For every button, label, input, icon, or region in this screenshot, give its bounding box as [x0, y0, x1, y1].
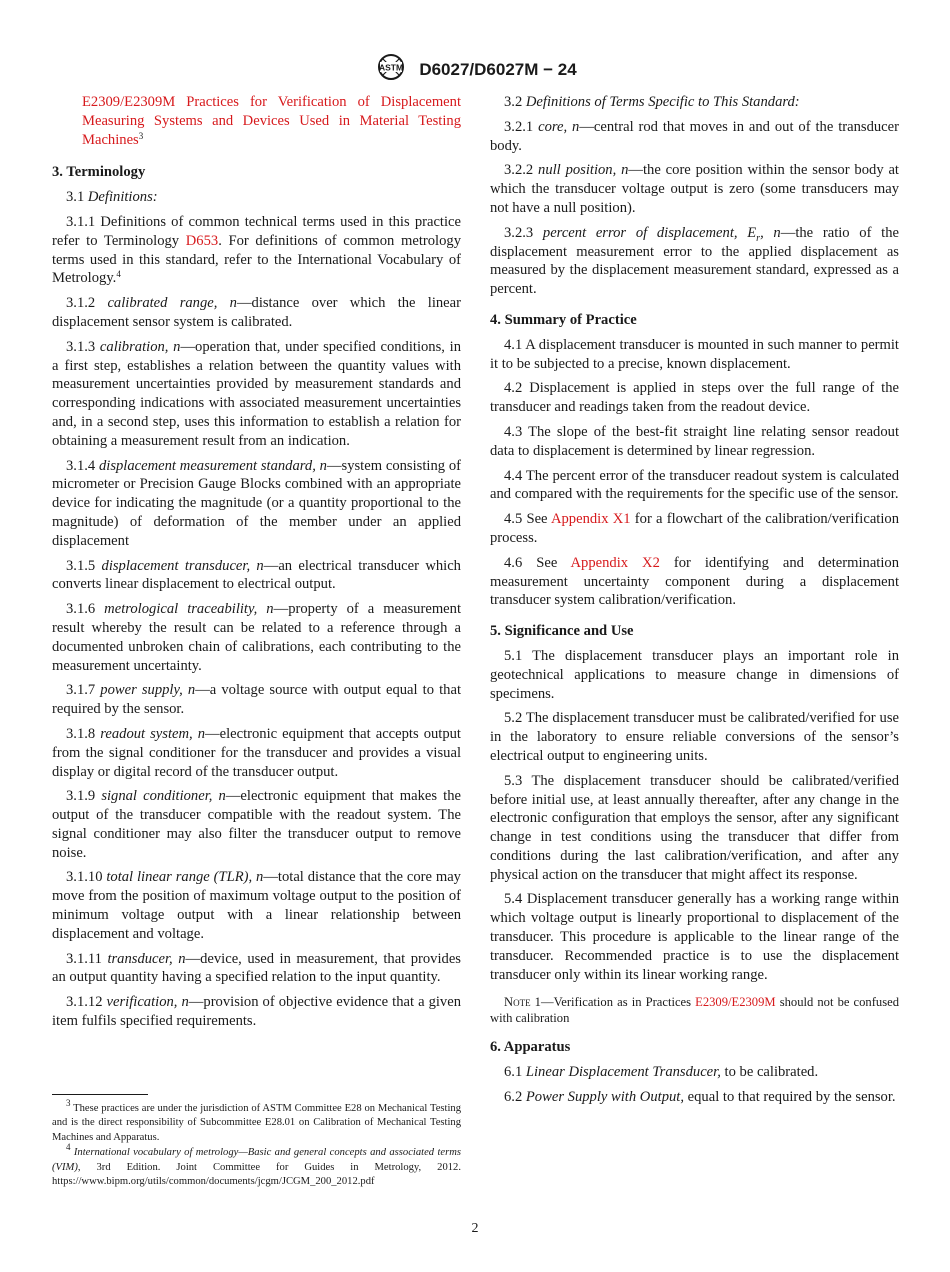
- para-4-6: 4.6 See Appendix X2 for identifying and determination measurement uncertainty component during a displacement transducer system calibration/verification.: [490, 554, 899, 609]
- astm-logo-icon: [373, 52, 409, 87]
- para-5-3: 5.3 The displacement transducer should be calibrated/verified before initial use, at least annually thereafter, after any change in the electronic configuration that employs the sensor, after any significant change in test conditions using the transducer that differ from conditions during the last calibration/verification, and after any physical action on the transducer that might affect its response.: [490, 772, 899, 883]
- para-4-5: 4.5 See Appendix X1 for a flowchart of the calibration/verification process.: [490, 511, 899, 546]
- para-3-1-4: 3.1.4 displacement measurement standard, n—system consisting of micrometer or Precision Gauge Blocks combined with an appropriate device for indicating the magnitude (or a quantity proportional to the magnitude) of deformation of the member under an applied displacement: [52, 457, 461, 549]
- section-5-heading: 5. Significance and Use: [490, 623, 634, 640]
- d653-link[interactable]: D653: [185, 232, 219, 249]
- footnote-divider: [52, 1094, 148, 1095]
- para-5-2: 5.2 The displacement transducer must be calibrated/verified for use in the laboratory to ensure reliable conversions of the sensor’s electrical output to engineering units.: [490, 710, 899, 764]
- section-3-heading: 3. Terminology: [52, 164, 146, 181]
- para-3-1-3: 3.1.3 calibration, n—operation that, under specified conditions, in a first step, establishes a relation between the quantity values with measurement uncertainties provided by measurement standards and corresponding indications with associated measurement uncertainties and, in a second step, uses this information to establish a relation for obtaining a measurement result from an indication.: [52, 338, 461, 449]
- section-6-heading: 6. Apparatus: [490, 1039, 571, 1056]
- para-6-2: 6.2 Power Supply with Output, equal to that required by the sensor.: [504, 1089, 896, 1106]
- page-header: [0, 52, 950, 87]
- para-3-2-3: 3.2.3 percent error of displacement, $E_r$, n—the ratio of the displacement measurement error to the applied displacement as measured by the displacement measurement standard, expressed as a percent.: [490, 224, 899, 298]
- note-1: Note 1—Verification as in Practices E2309/E2309M should not be confused with calibration: [490, 995, 900, 1026]
- footnote-4: $^4$ International vocabulary of metrology—Basic and general concepts and associated terms (VIM), 3rd Edition. Joint Committee for Guides in Metrology, 2012. https://www.bipm.org/utils/common/documents/jcgm/JCGM_200_2012.pdf: [52, 1142, 461, 1188]
- e2309-note-link[interactable]: E2309/E2309M: [695, 995, 776, 1010]
- para-3-2-2: 3.2.2 null position, n—the core position within the sensor body at which the transducer voltage output is zero (some transducers may not have a null position).: [490, 162, 899, 216]
- appendix-x1-link[interactable]: Appendix X1: [550, 511, 631, 528]
- section-4-heading: 4. Summary of Practice: [490, 311, 637, 328]
- para-3-1-1: 3.1.1 Definitions of common technical terms used in this practice refer to Terminology D653. For definitions of common metrology terms used in this standard, refer to the International Vocabulary of Metrology.$^4$: [52, 213, 461, 287]
- para-4-1: 4.1 A displacement transducer is mounted in such manner to permit it to be subjected to a precise, known displacement.: [490, 336, 899, 372]
- page-number: 2: [471, 1221, 479, 1236]
- para-4-2: 4.2 Displacement is applied in steps over the full range of the transducer and readings taken from the readout device.: [490, 380, 899, 416]
- para-3-1: 3.1 Definitions:: [66, 189, 158, 206]
- left-column: [52, 93, 461, 1037]
- para-6-1: 6.1 Linear Displacement Transducer, to be calibrated.: [504, 1064, 819, 1081]
- para-5-4: 5.4 Displacement transducer generally has a working range within which voltage output is linearly proportional to displacement of the transducer. This procedure is applicable to the linear range of the transducer. Recommended practice is to use the displacement transducer only within its linear working range.: [490, 891, 899, 983]
- para-3-1-12: 3.1.12 verification, n—provision of objective evidence that a given item fulfils specified requirements.: [52, 994, 462, 1030]
- reference-e2309: E2309/E2309M Practices for Verification of Displacement Measuring Systems and Devices Used in Material Testing Machines$^3$: [82, 94, 461, 148]
- para-3-1-5: 3.1.5 displacement transducer, n—an electrical transducer which converts linear displacement to electrical output.: [52, 557, 461, 593]
- para-3-1-7: 3.1.7 power supply, n—a voltage source with output equal to that required by the sensor.: [52, 682, 461, 718]
- para-3-2: 3.2 Definitions of Terms Specific to This Standard:: [504, 94, 800, 110]
- para-3-1-2: 3.1.2 calibrated range, n—distance over which the linear displacement sensor system is calibrated.: [52, 295, 461, 330]
- para-5-1: 5.1 The displacement transducer plays an important role in geotechnical applications to measure change in dimensions of specimens.: [490, 647, 899, 702]
- para-3-1-8: 3.1.8 readout system, n—electronic equipment that accepts output from the signal conditioner for the transducer and provides a visual display or digital record of the transducer output.: [52, 725, 461, 780]
- para-3-2-1: 3.2.1 core, n—central rod that moves in and out of the transducer body.: [490, 118, 899, 154]
- e2309-link[interactable]: E2309/E2309M: [82, 94, 176, 110]
- standard-designation: D6027/D6027M − 24: [419, 59, 577, 79]
- para-3-1-11: 3.1.11 transducer, n—device, used in measurement, that provides an output quantity having a specified relation to the input quantity.: [52, 950, 461, 986]
- para-4-3: 4.3 The slope of the best-fit straight line relating sensor readout data to displacement is determined by linear regression.: [490, 423, 899, 459]
- para-3-1-10: 3.1.10 total linear range (TLR), n—total distance that the core may move from the position of maximum voltage output to the position of minimum voltage output with a linear relationship between displacement and voltage.: [52, 869, 461, 942]
- appendix-x2-link[interactable]: Appendix X2: [570, 554, 660, 571]
- right-column: [490, 93, 899, 1113]
- para-3-1-9: 3.1.9 signal conditioner, n—electronic equipment that makes the output of the transducer compatible with the readout system. The signal conditioner may also filter the transducer output to remove noise.: [52, 788, 461, 861]
- footnote-3: $^3$ These practices are under the jurisdiction of ASTM Committee E28 on Mechanical Testing and is the direct responsibility of Subcommittee E28.01 on Calibration of Mechanical Testing Machines and Apparatus.: [52, 1098, 461, 1143]
- para-3-1-6: 3.1.6 metrological traceability, n—property of a measurement result whereby the result can be related to a reference through a documented unbroken chain of calibrations, each contributing to the measurement uncertainty.: [52, 601, 461, 674]
- svg-text:ASTM: ASTM: [379, 62, 404, 73]
- para-4-4: 4.4 The percent error of the transducer readout system is calculated and compared with the requirements for the specific use of the sensor.: [490, 467, 899, 503]
- footnotes: [52, 1098, 461, 1190]
